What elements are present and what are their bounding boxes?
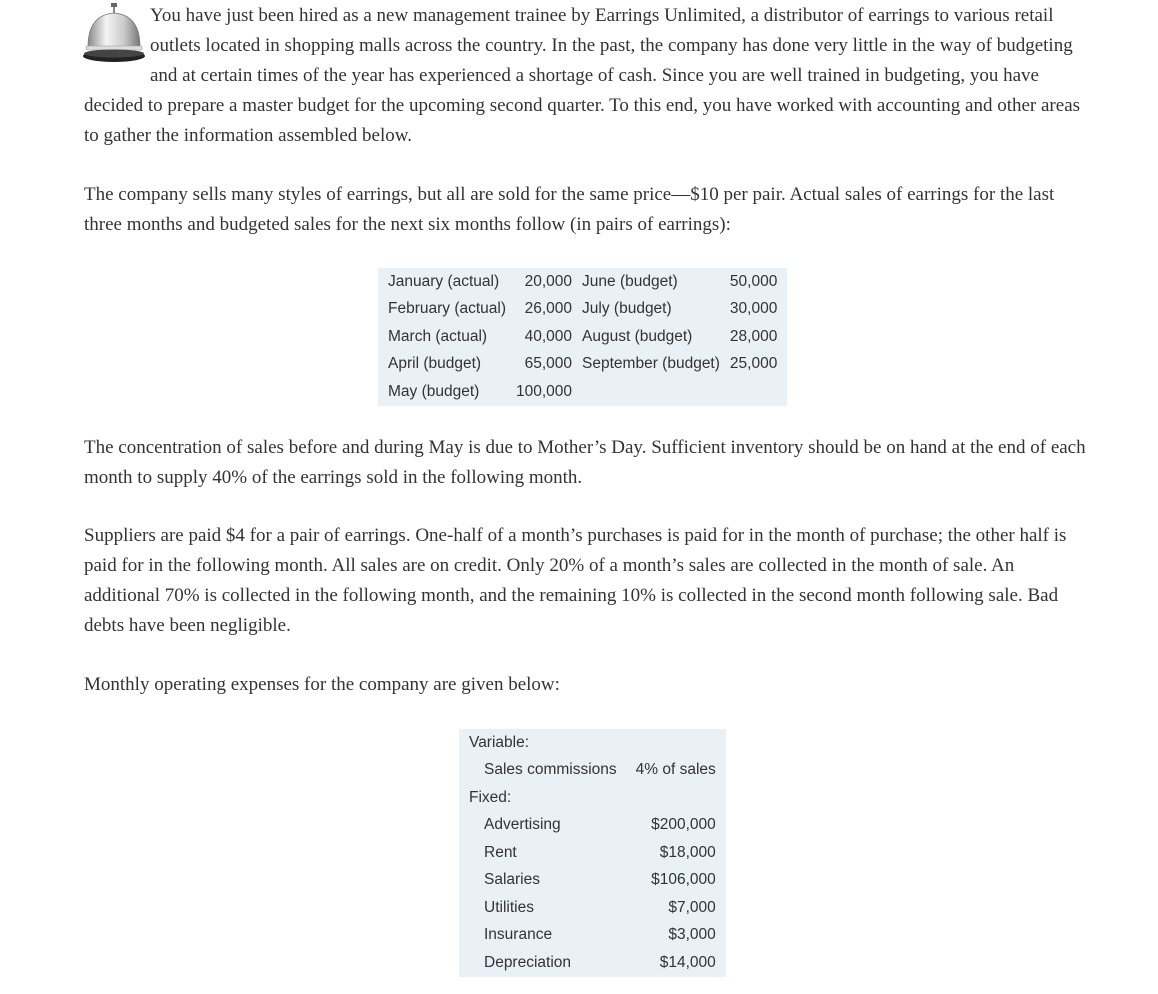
expense-row: [459, 839, 726, 867]
expense-row: [459, 949, 726, 977]
month-label: January (actual): [388, 272, 500, 290]
month-label: February (actual): [388, 300, 507, 318]
month-label: August (budget): [582, 327, 693, 345]
month-label: September (budget): [582, 355, 720, 373]
suppliers-paragraph: Suppliers are paid $4 for a pair of earrings. One-half of a month’s purchases is paid for in the month of purchase; the other half is paid for in the following month. All sales are on credit. Only 20% of a month’s sales are collected in the month of sale. An additional 70% is collected in the following month, and the remaining 10% is collected in the second month following sale. Bad debts have been negligible.: [84, 525, 1067, 636]
expense-value: $200,000: [651, 816, 716, 834]
expense-label: Sales commissions: [484, 761, 617, 779]
sales-value: 30,000: [729, 300, 778, 318]
sales-value: 65,000: [524, 355, 573, 373]
expense-label: Salaries: [484, 871, 540, 889]
variable-header: [459, 729, 726, 757]
expense-value: $14,000: [659, 953, 716, 971]
expense-row: [459, 867, 726, 895]
expense-value: $18,000: [659, 843, 716, 861]
expense-row: [459, 922, 726, 950]
expense-label: Utilities: [484, 898, 534, 916]
expenses-intro-paragraph: Monthly operating expenses for the company are given below:: [84, 674, 560, 695]
expense-label: Depreciation: [484, 953, 572, 971]
pricing-paragraph: The company sells many styles of earrings, but all are sold for the same price—$10 per pair. Actual sales of earrings for the last three months and budgeted sales for the next six months follow (in pairs of earrings):: [84, 184, 1055, 235]
expense-label: Rent: [484, 843, 517, 861]
sales-value: 100,000: [516, 382, 573, 400]
sales-table: [378, 268, 787, 406]
fixed-header: [459, 784, 726, 812]
expense-value: 4% of sales: [635, 761, 716, 779]
expense-value: $3,000: [668, 926, 716, 944]
sales-value: 25,000: [729, 355, 778, 373]
expense-row: [459, 757, 726, 785]
inventory-paragraph: The concentration of sales before and during May is due to Mother’s Day. Sufficient inventory should be on hand at the end of each month to supply 40% of the earrings sold in the following month.: [84, 437, 1086, 488]
month-label: July (budget): [582, 300, 672, 318]
expense-label: Insurance: [484, 926, 553, 944]
month-label: [577, 378, 725, 406]
sales-value: 50,000: [729, 272, 778, 290]
variable-header-label: Variable:: [469, 733, 530, 751]
sales-row: [378, 296, 787, 324]
intro-paragraph: You have just been hired as a new management trainee by Earrings Unlimited, a distributor of earrings to various retail outlets located in shopping malls across the country. In the past, the company has done very little in the way of budgeting and at certain times of the year has experienced a shortage of cash. Since you are well trained in budgeting, you have decided to prepare a master budget for the upcoming second quarter. To this end, you have worked with accounting and other areas to gather the information assembled below.: [84, 1, 1089, 151]
expense-row: [459, 812, 726, 840]
month-label: April (budget): [388, 355, 482, 373]
expense-value: $7,000: [668, 898, 716, 916]
sales-row: [378, 323, 787, 351]
expenses-table: [459, 729, 726, 977]
sales-row: [378, 351, 787, 379]
month-label: May (budget): [388, 382, 480, 400]
expense-label: Advertising: [484, 816, 561, 834]
expense-row: [459, 894, 726, 922]
sales-value: 40,000: [524, 327, 573, 345]
service-bell-icon: [82, 1, 146, 63]
sales-value: 26,000: [524, 300, 573, 318]
sales-value: 20,000: [524, 272, 573, 290]
sales-row: [378, 268, 787, 296]
month-label: June (budget): [582, 272, 678, 290]
sales-value: [725, 378, 787, 406]
expense-value: $106,000: [651, 871, 716, 889]
fixed-header-label: Fixed:: [469, 788, 512, 806]
sales-row: [378, 378, 787, 406]
month-label: March (actual): [388, 327, 488, 345]
sales-value: 28,000: [729, 327, 778, 345]
